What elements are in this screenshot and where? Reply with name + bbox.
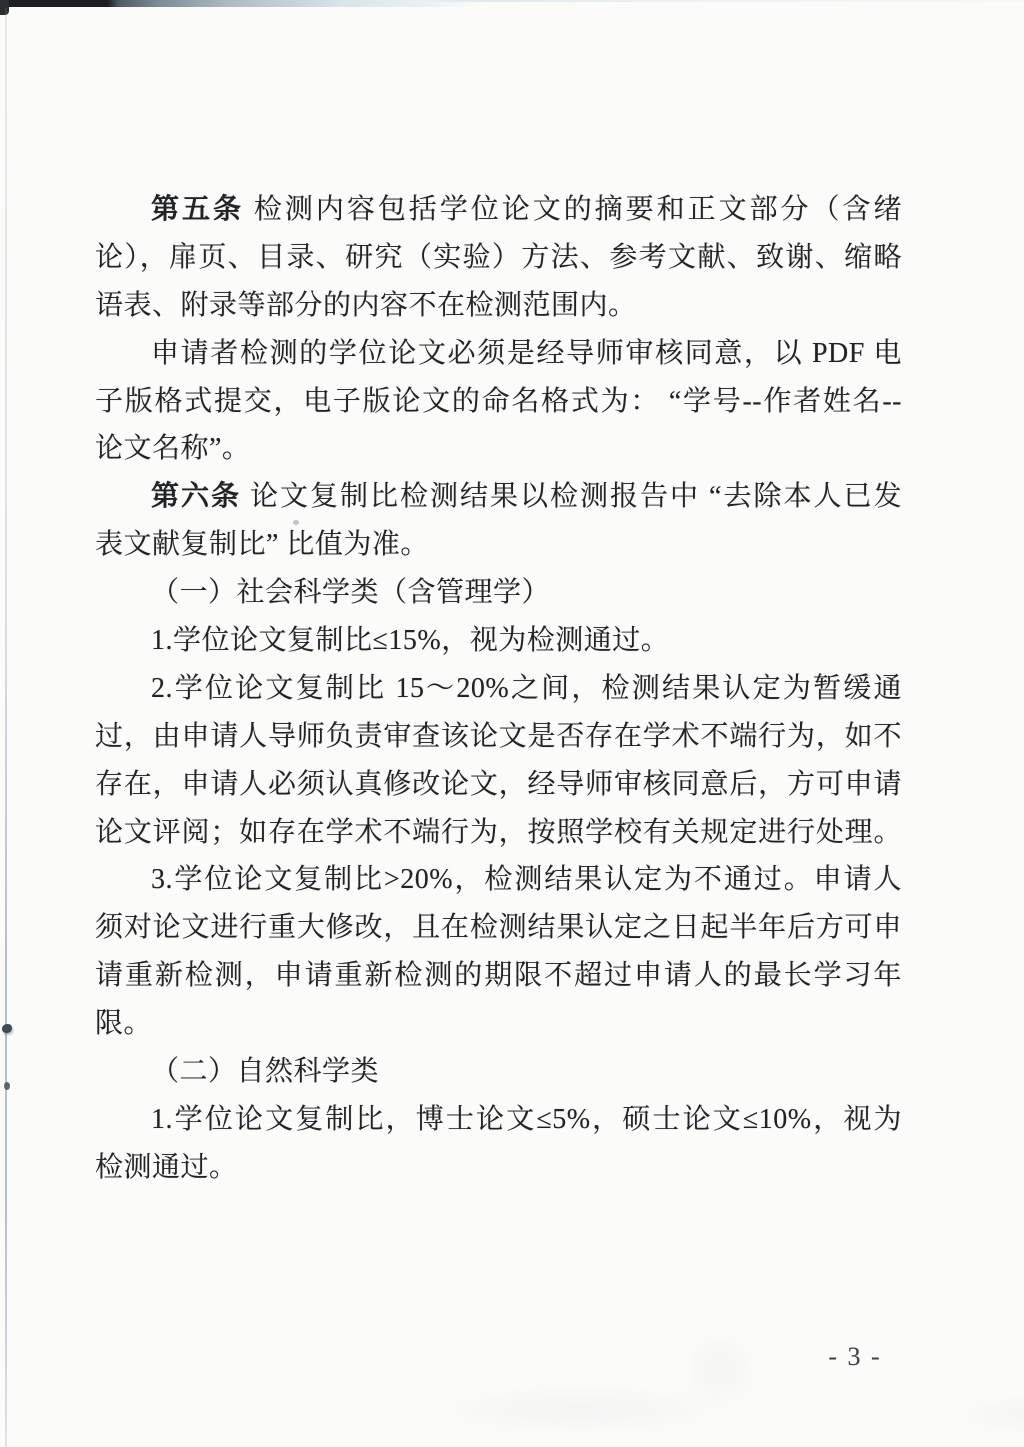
text-line: [95, 1000, 902, 1048]
text-segment: （一）社会科学类（含管理学）: [151, 577, 551, 609]
text-line: [95, 904, 902, 952]
text-line: [95, 234, 902, 282]
text-line: [95, 761, 902, 809]
text-segment: 限。: [95, 1008, 153, 1040]
text-segment: 过，由申请人导师负责审查该论文是否存在学术不端行为，如不: [95, 720, 902, 752]
document-body-text: [95, 186, 902, 1192]
text-segment: 语表、附录等部分的内容不在检测范围内。: [95, 289, 637, 321]
text-line: [95, 282, 902, 330]
scan-artifact-speck: [2, 1024, 12, 1033]
text-line: [95, 330, 902, 378]
text-segment: 须对论文进行重大修改，且在检测结果认定之日起半年后方可申: [95, 912, 902, 944]
text-line: [95, 378, 902, 426]
text-segment: 子版格式提交，电子版论文的命名格式为： “学号--作者姓名--: [95, 385, 902, 417]
text-segment: 1.学位论文复制比≤15%，视为检测通过。: [151, 625, 670, 657]
text-segment: 3.学位论文复制比>20%，检测结果认定为不通过。申请人: [151, 864, 902, 896]
scan-artifact-left-edge-line: [5, 8, 7, 1447]
text-segment: 请重新检测，申请重新检测的期限不超过申请人的最长学习年: [95, 960, 902, 992]
text-line: [95, 473, 902, 521]
text-segment: 论），扉页、目录、研究（实验）方法、参考文献、致谢、缩略: [95, 241, 902, 273]
text-line: [95, 617, 902, 665]
article-number: 第六条: [151, 481, 242, 513]
text-line: [95, 1144, 902, 1192]
text-line: [95, 665, 902, 713]
text-line: [95, 1096, 902, 1144]
text-line: [95, 521, 902, 569]
text-line: [95, 569, 902, 617]
text-line: [95, 425, 902, 473]
text-segment: 论文评阅；如存在学术不端行为，按照学校有关规定进行处理。: [95, 816, 902, 848]
scan-artifact-speck: [4, 1082, 10, 1090]
text-line: [95, 186, 902, 234]
text-segment: 1.学位论文复制比，博士论文≤5%，硕士论文≤10%，视为: [151, 1103, 902, 1135]
text-segment: 检测通过。: [95, 1151, 238, 1183]
text-segment: 检测内容包括学位论文的摘要和正文部分（含绪: [243, 194, 902, 225]
text-line: [95, 856, 902, 904]
text-segment: 2.学位论文复制比 15～20%之间，检测结果认定为暂缓通: [151, 672, 902, 704]
text-segment: 论文名称”。: [95, 433, 251, 465]
scan-artifact-top-edge-strip: [0, 0, 480, 7]
text-segment: 申请者检测的学位论文必须是经导师审核同意，以 PDF 电: [151, 337, 902, 369]
text-segment: 论文复制比检测结果以检测报告中 “去除本人已发: [241, 481, 902, 513]
page-number: - 3 -: [828, 1342, 882, 1371]
article-number: 第五条: [151, 194, 244, 225]
text-segment: 表文献复制比” 比值为准。: [95, 529, 429, 561]
text-line: [95, 1048, 902, 1096]
text-line: [95, 809, 902, 857]
text-line: [95, 713, 902, 761]
text-segment: （二）自然科学类: [151, 1056, 380, 1088]
text-line: [95, 952, 902, 1000]
text-segment: 存在，申请人必须认真修改论文，经导师审核同意后，方可申请: [95, 768, 902, 800]
